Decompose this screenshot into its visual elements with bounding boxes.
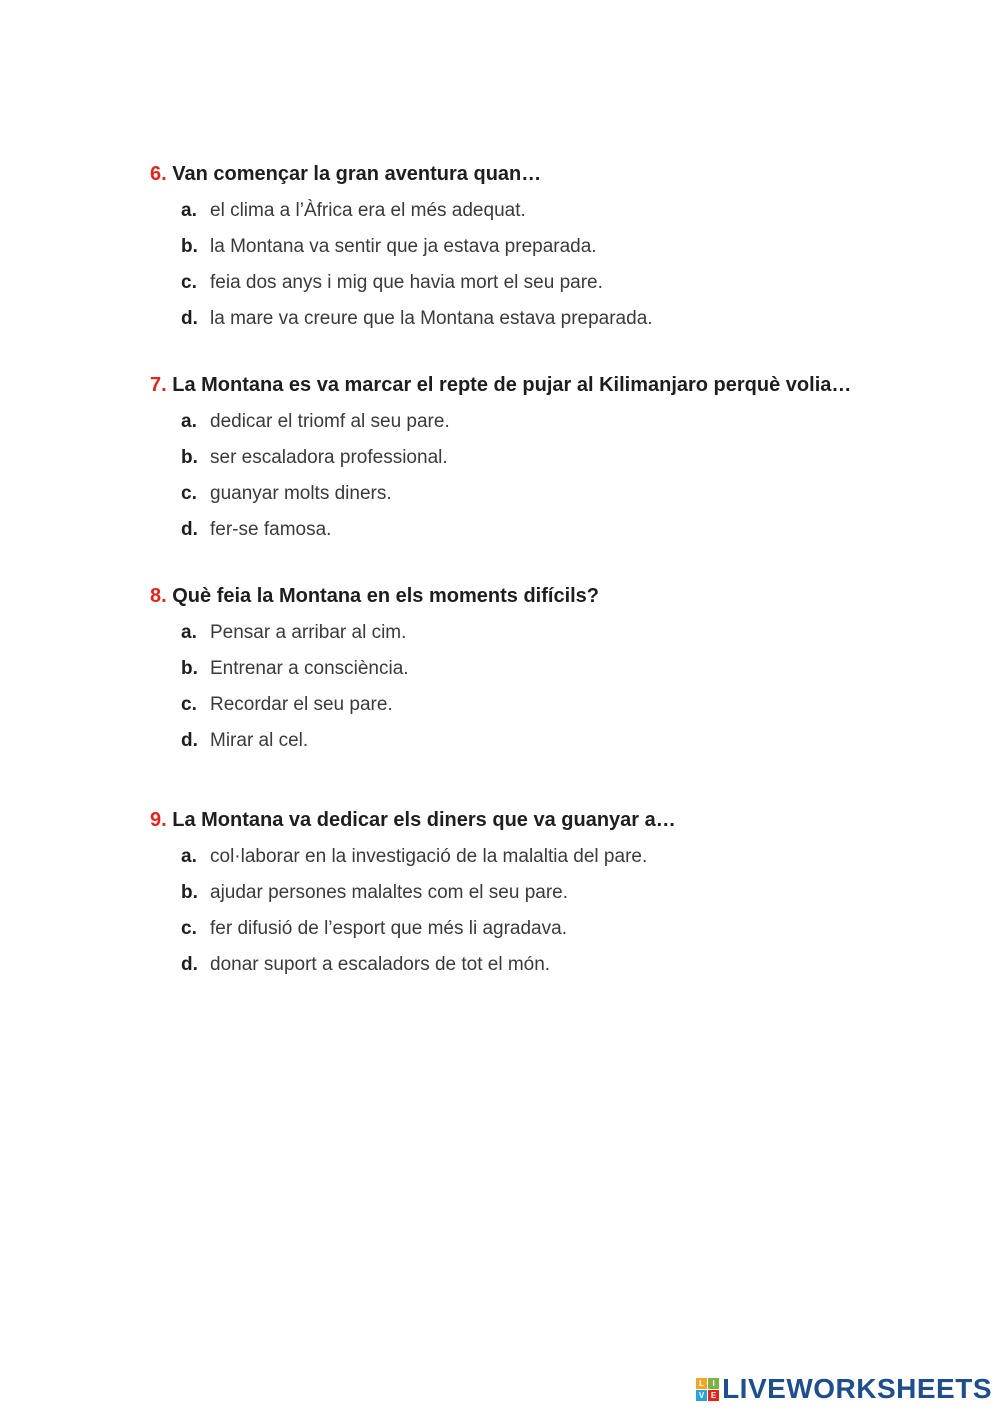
question-number: 7. xyxy=(150,374,167,396)
option-letter: a. xyxy=(181,411,197,432)
option-text: donar suport a escaladors de tot el món. xyxy=(210,954,551,975)
watermark-text: LIVEWORKSHEETS xyxy=(722,1373,992,1404)
option-d[interactable] xyxy=(150,518,950,554)
option-text: guanyar molts diners. xyxy=(210,483,392,504)
question-text: La Montana va dedicar els diners que va guanyar a… xyxy=(172,809,676,831)
option-d[interactable] xyxy=(150,307,950,343)
question-title xyxy=(150,374,950,397)
option-a[interactable] xyxy=(150,621,950,657)
option-text: el clima a l’Àfrica era el més adequat. xyxy=(210,200,526,221)
option-letter: b. xyxy=(181,447,198,468)
option-letter: d. xyxy=(181,519,198,540)
option-text: Recordar el seu pare. xyxy=(210,694,393,715)
question-title xyxy=(150,809,950,832)
option-text: ser escaladora professional. xyxy=(210,447,448,468)
option-text: fer difusió de l’esport que més li agradava. xyxy=(210,918,567,939)
option-d[interactable] xyxy=(150,729,950,765)
option-text: Pensar a arribar al cim. xyxy=(210,622,407,643)
option-letter: b. xyxy=(181,658,198,679)
question-number: 8. xyxy=(150,585,167,607)
option-text: Entrenar a consciència. xyxy=(210,658,409,679)
option-letter: a. xyxy=(181,622,197,643)
option-text: feia dos anys i mig que havia mort el seu pare. xyxy=(210,272,603,293)
question-text: La Montana es va marcar el repte de pujar al Kilimanjaro perquè volia… xyxy=(172,374,852,396)
option-letter: d. xyxy=(181,954,198,975)
option-letter: d. xyxy=(181,308,198,329)
option-c[interactable] xyxy=(150,693,950,729)
option-text: ajudar persones malaltes com el seu pare. xyxy=(210,882,569,903)
option-letter: b. xyxy=(181,236,198,257)
question-number: 9. xyxy=(150,809,167,831)
question-number: 6. xyxy=(150,163,167,185)
option-letter: c. xyxy=(181,272,197,293)
option-letter: b. xyxy=(181,882,198,903)
question-title xyxy=(150,585,950,608)
question-text: Van començar la gran aventura quan… xyxy=(172,163,542,185)
option-a[interactable] xyxy=(150,845,950,881)
option-letter: d. xyxy=(181,730,198,751)
option-b[interactable] xyxy=(150,446,950,482)
question-9 xyxy=(150,809,950,989)
liveworksheets-logo-icon: L I V E xyxy=(696,1378,719,1401)
option-text: la Montana va sentir que ja estava preparada. xyxy=(210,236,597,257)
option-b[interactable] xyxy=(150,881,950,917)
option-letter: a. xyxy=(181,846,197,867)
option-text: dedicar el triomf al seu pare. xyxy=(210,411,450,432)
option-a[interactable] xyxy=(150,199,950,235)
option-text: col·laborar en la investigació de la malaltia del pare. xyxy=(210,846,648,867)
option-c[interactable] xyxy=(150,271,950,307)
option-letter: c. xyxy=(181,918,197,939)
option-d[interactable] xyxy=(150,953,950,989)
option-c[interactable] xyxy=(150,917,950,953)
question-8 xyxy=(150,585,950,765)
option-c[interactable] xyxy=(150,482,950,518)
liveworksheets-watermark xyxy=(696,1373,992,1405)
option-letter: c. xyxy=(181,483,197,504)
option-a[interactable] xyxy=(150,410,950,446)
question-7 xyxy=(150,374,950,554)
option-text: fer-se famosa. xyxy=(210,519,332,540)
question-text: Què feia la Montana en els moments difícils? xyxy=(172,585,600,607)
option-text: Mirar al cel. xyxy=(210,730,309,751)
option-letter: a. xyxy=(181,200,197,221)
option-b[interactable] xyxy=(150,235,950,271)
question-title xyxy=(150,163,950,186)
option-b[interactable] xyxy=(150,657,950,693)
option-text: la mare va creure que la Montana estava preparada. xyxy=(210,308,653,329)
option-letter: c. xyxy=(181,694,197,715)
question-6 xyxy=(150,163,950,343)
